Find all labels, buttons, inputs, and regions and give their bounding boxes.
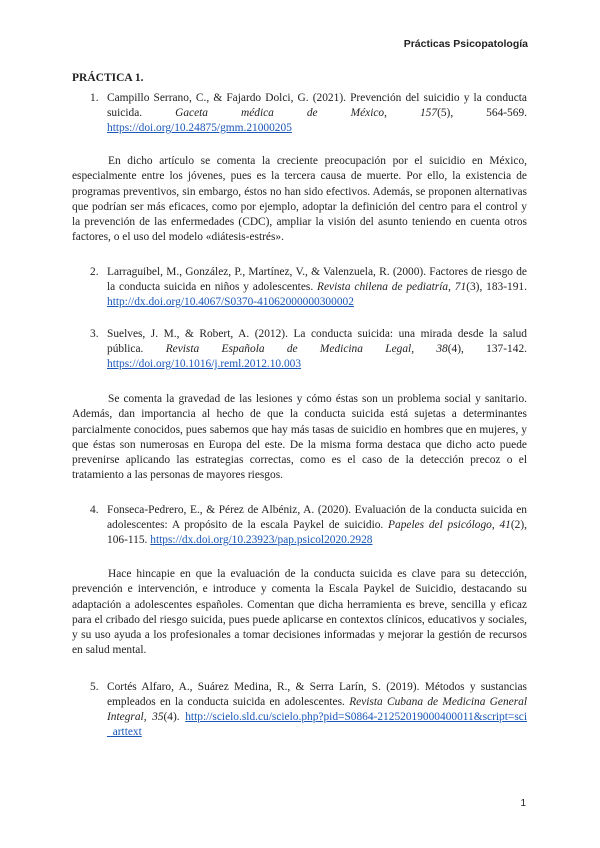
reference-link[interactable]: http://scielo.sld.cu/scielo.php?pid=S0864-21252019000400011&script=sci_arttext: [107, 711, 527, 738]
reference-item-5: [72, 680, 527, 740]
reference-link[interactable]: https://doi.org/10.1016/j.reml.2012.10.003: [107, 358, 302, 370]
reference-volume: 38: [436, 343, 448, 355]
summary-paragraph-3: Hace hincapie en que la evaluación de la conducta suicida es clave para su detección, prevención e intervención, e introduce y comenta la Escala Paykel de Suicidio, destacando su adaptación a adolescentes españoles. Comentan que dicha herramienta es breve, sencilla y eficaz para el cribado del riesgo suicida, pues puede aplicarse en contextos clínicos, educativos y sociales, y su uso ayuda a los profesionales a tomar decisiones informadas y mejorar la gestión de recursos en salud mental.: [72, 568, 527, 657]
reference-pages: (3), 183-191.: [466, 281, 527, 293]
summary-paragraph-2: Se comenta la gravedad de las lesiones y cómo éstas son un problema social y sanitario. Además, dan importancia al hecho de que la conducta suicida está sujetas a determinantes parcialmente conocidos, pues sabemos que hay más tasas de suicidio en hombres que en mujeres, y que éstas son numerosas en Europa del este. De la misma forma destaca que dicho acto puede prevenirse aplicando las estrategias correctas, como es el caso de la detección precoz o el tratamiento a las personas de mayores riesgos.: [72, 393, 527, 482]
reference-item-3: [72, 327, 527, 372]
reference-pages: (4), 137-142.: [447, 343, 527, 355]
reference-volume: 35: [152, 711, 164, 723]
reference-separator: ,: [384, 107, 420, 119]
reference-pages: (5), 564-569.: [437, 107, 527, 119]
page-number: 1: [520, 798, 526, 809]
reference-number: 3.: [90, 328, 99, 340]
reference-pages: (4).: [163, 711, 186, 723]
reference-text: Cortés Alfaro, A., Suárez Medina, R., & Serra Larín, S. (2019). Métodos y sustancias empleados en la conducta suicida en adolescentes.: [107, 681, 527, 708]
reference-link[interactable]: https://dx.doi.org/10.23923/pap.psicol2020.2928: [150, 534, 373, 546]
reference-text: Larraguibel, M., González, P., Martínez, V., & Valenzuela, R. (2000). Factores de riesgo de la conducta suicida en niños y adolescentes.: [107, 266, 527, 293]
reference-separator: ,: [491, 519, 500, 531]
reference-number: 1.: [90, 92, 99, 104]
reference-journal: Papeles del psicólogo: [388, 519, 492, 531]
reference-item-1: [72, 91, 527, 136]
reference-link[interactable]: https://doi.org/10.24875/gmm.21000205: [107, 122, 292, 134]
section-title: PRÁCTICA 1.: [72, 72, 144, 84]
reference-journal: Revista Cubana de Medicina General Integral: [107, 696, 527, 723]
reference-text: Campillo Serrano, C., & Fajardo Dolci, G. (2021). Prevención del suicidio y la conducta suicida.: [107, 92, 527, 119]
reference-journal: Revista Española de Medicina Legal: [165, 343, 412, 355]
reference-item-2: [72, 265, 527, 310]
reference-journal: Gaceta médica de México: [175, 107, 385, 119]
summary-paragraph-1: En dicho artículo se comenta la creciente preocupación por el suicidio en México, especialmente entre los jóvenes, pues es la tercera causa de muerte. Por ello, la existencia de programas preventivos, sin embargo, éstos no han sido efectivos. Además, se proponen alternativas que podrían ser más eficaces, como por ejemplo, adoptar la definición del centro para el control y la prevención de las enfermedades (CDC), ampliar la visión del asunto teniendo en cuenta otros factores, o el uso del modelo «diátesis-estrés».: [72, 155, 527, 244]
page-header: Prácticas Psicopatología: [403, 38, 528, 50]
reference-separator: ,: [143, 711, 153, 723]
reference-volume: 157: [419, 107, 438, 119]
reference-separator: ,: [448, 281, 455, 293]
reference-number: 5.: [90, 681, 99, 693]
reference-separator: ,: [411, 343, 437, 355]
reference-pages: (2), 106-115.: [107, 519, 527, 546]
reference-text: Suelves, J. M., & Robert, A. (2012). La conducta suicida: una mirada desde la salud pública.: [107, 328, 527, 355]
reference-journal: Revista chilena de pediatría: [317, 281, 449, 293]
reference-item-4: [72, 503, 527, 548]
reference-volume: 71: [454, 281, 467, 293]
reference-link[interactable]: http://dx.doi.org/10.4067/S0370-41062000000300002: [107, 296, 354, 308]
reference-text: Fonseca-Pedrero, E., & Pérez de Albéniz, A. (2020). Evaluación de la conducta suicida en adolescentes: A propósito de la escala Paykel de suicidio.: [107, 504, 527, 531]
reference-number: 4.: [90, 504, 99, 516]
reference-number: 2.: [90, 266, 99, 278]
reference-volume: 41: [499, 519, 511, 531]
